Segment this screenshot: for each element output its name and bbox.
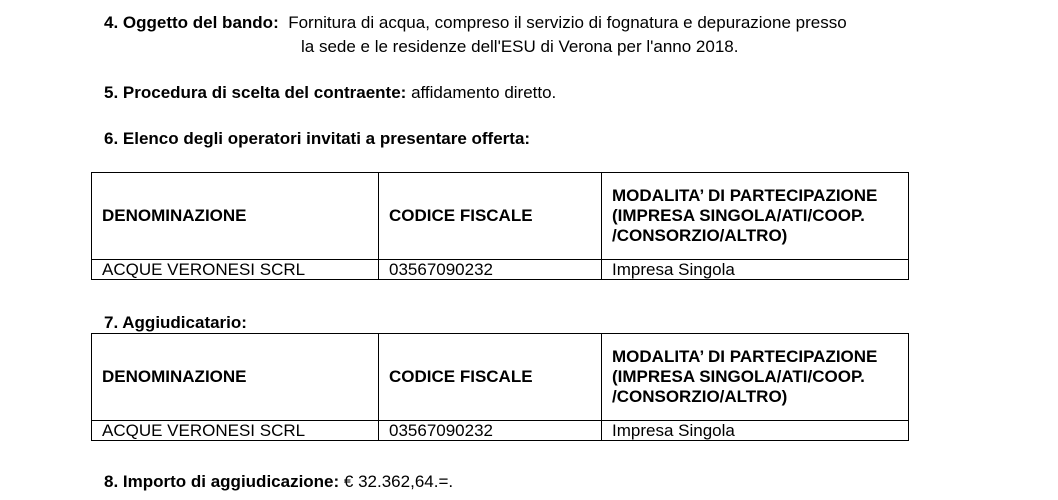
- cell-denominazione: ACQUE VERONESI SCRL: [92, 260, 379, 280]
- section-4-text-line1: Fornitura di acqua, compreso il servizio di fognatura e depurazione presso: [288, 13, 847, 32]
- header-codice-fiscale: CODICE FISCALE: [379, 334, 602, 421]
- section-4-line2: la sede e le residenze dell'ESU di Verona per l'anno 2018.: [301, 37, 739, 56]
- header-modalita: MODALITA’ DI PARTECIPAZIONE (IMPRESA SINGOLA/ATI/COOP. /CONSORZIO/ALTRO): [602, 173, 909, 260]
- section-8-label: 8. Importo di aggiudicazione:: [104, 472, 340, 491]
- cell-modalita: Impresa Singola: [602, 421, 909, 441]
- section-5: [104, 83, 556, 103]
- cell-denominazione: ACQUE VERONESI SCRL: [92, 421, 379, 441]
- header-denominazione: DENOMINAZIONE: [92, 334, 379, 421]
- cell-codice-fiscale: 03567090232: [379, 260, 602, 280]
- section-5-label: 5. Procedura di scelta del contraente:: [104, 83, 407, 102]
- section-7-heading: 7. Aggiudicatario:: [104, 313, 247, 332]
- header-denominazione: DENOMINAZIONE: [92, 173, 379, 260]
- table-row: [92, 421, 909, 441]
- header-codice-fiscale: CODICE FISCALE: [379, 173, 602, 260]
- cell-modalita: Impresa Singola: [602, 260, 909, 280]
- table-header-row: [92, 173, 909, 260]
- section-5-text: affidamento diretto.: [411, 83, 557, 102]
- table-header-row: [92, 334, 909, 421]
- section-4-colon: :: [273, 13, 279, 32]
- section-4-label: 4. Oggetto del bando: [104, 13, 274, 32]
- section-4-line1: [104, 13, 847, 33]
- section-8-amount: € 32.362,64.=.: [343, 472, 454, 491]
- cell-codice-fiscale: 03567090232: [379, 421, 602, 441]
- header-modalita: MODALITA’ DI PARTECIPAZIONE (IMPRESA SINGOLA/ATI/COOP. /CONSORZIO/ALTRO): [602, 334, 909, 421]
- section-8: [104, 472, 453, 492]
- winner-table: [91, 333, 909, 441]
- table-row: [92, 260, 909, 280]
- section-6-heading: 6. Elenco degli operatori invitati a presentare offerta:: [104, 129, 531, 148]
- invited-operators-table: [91, 172, 909, 280]
